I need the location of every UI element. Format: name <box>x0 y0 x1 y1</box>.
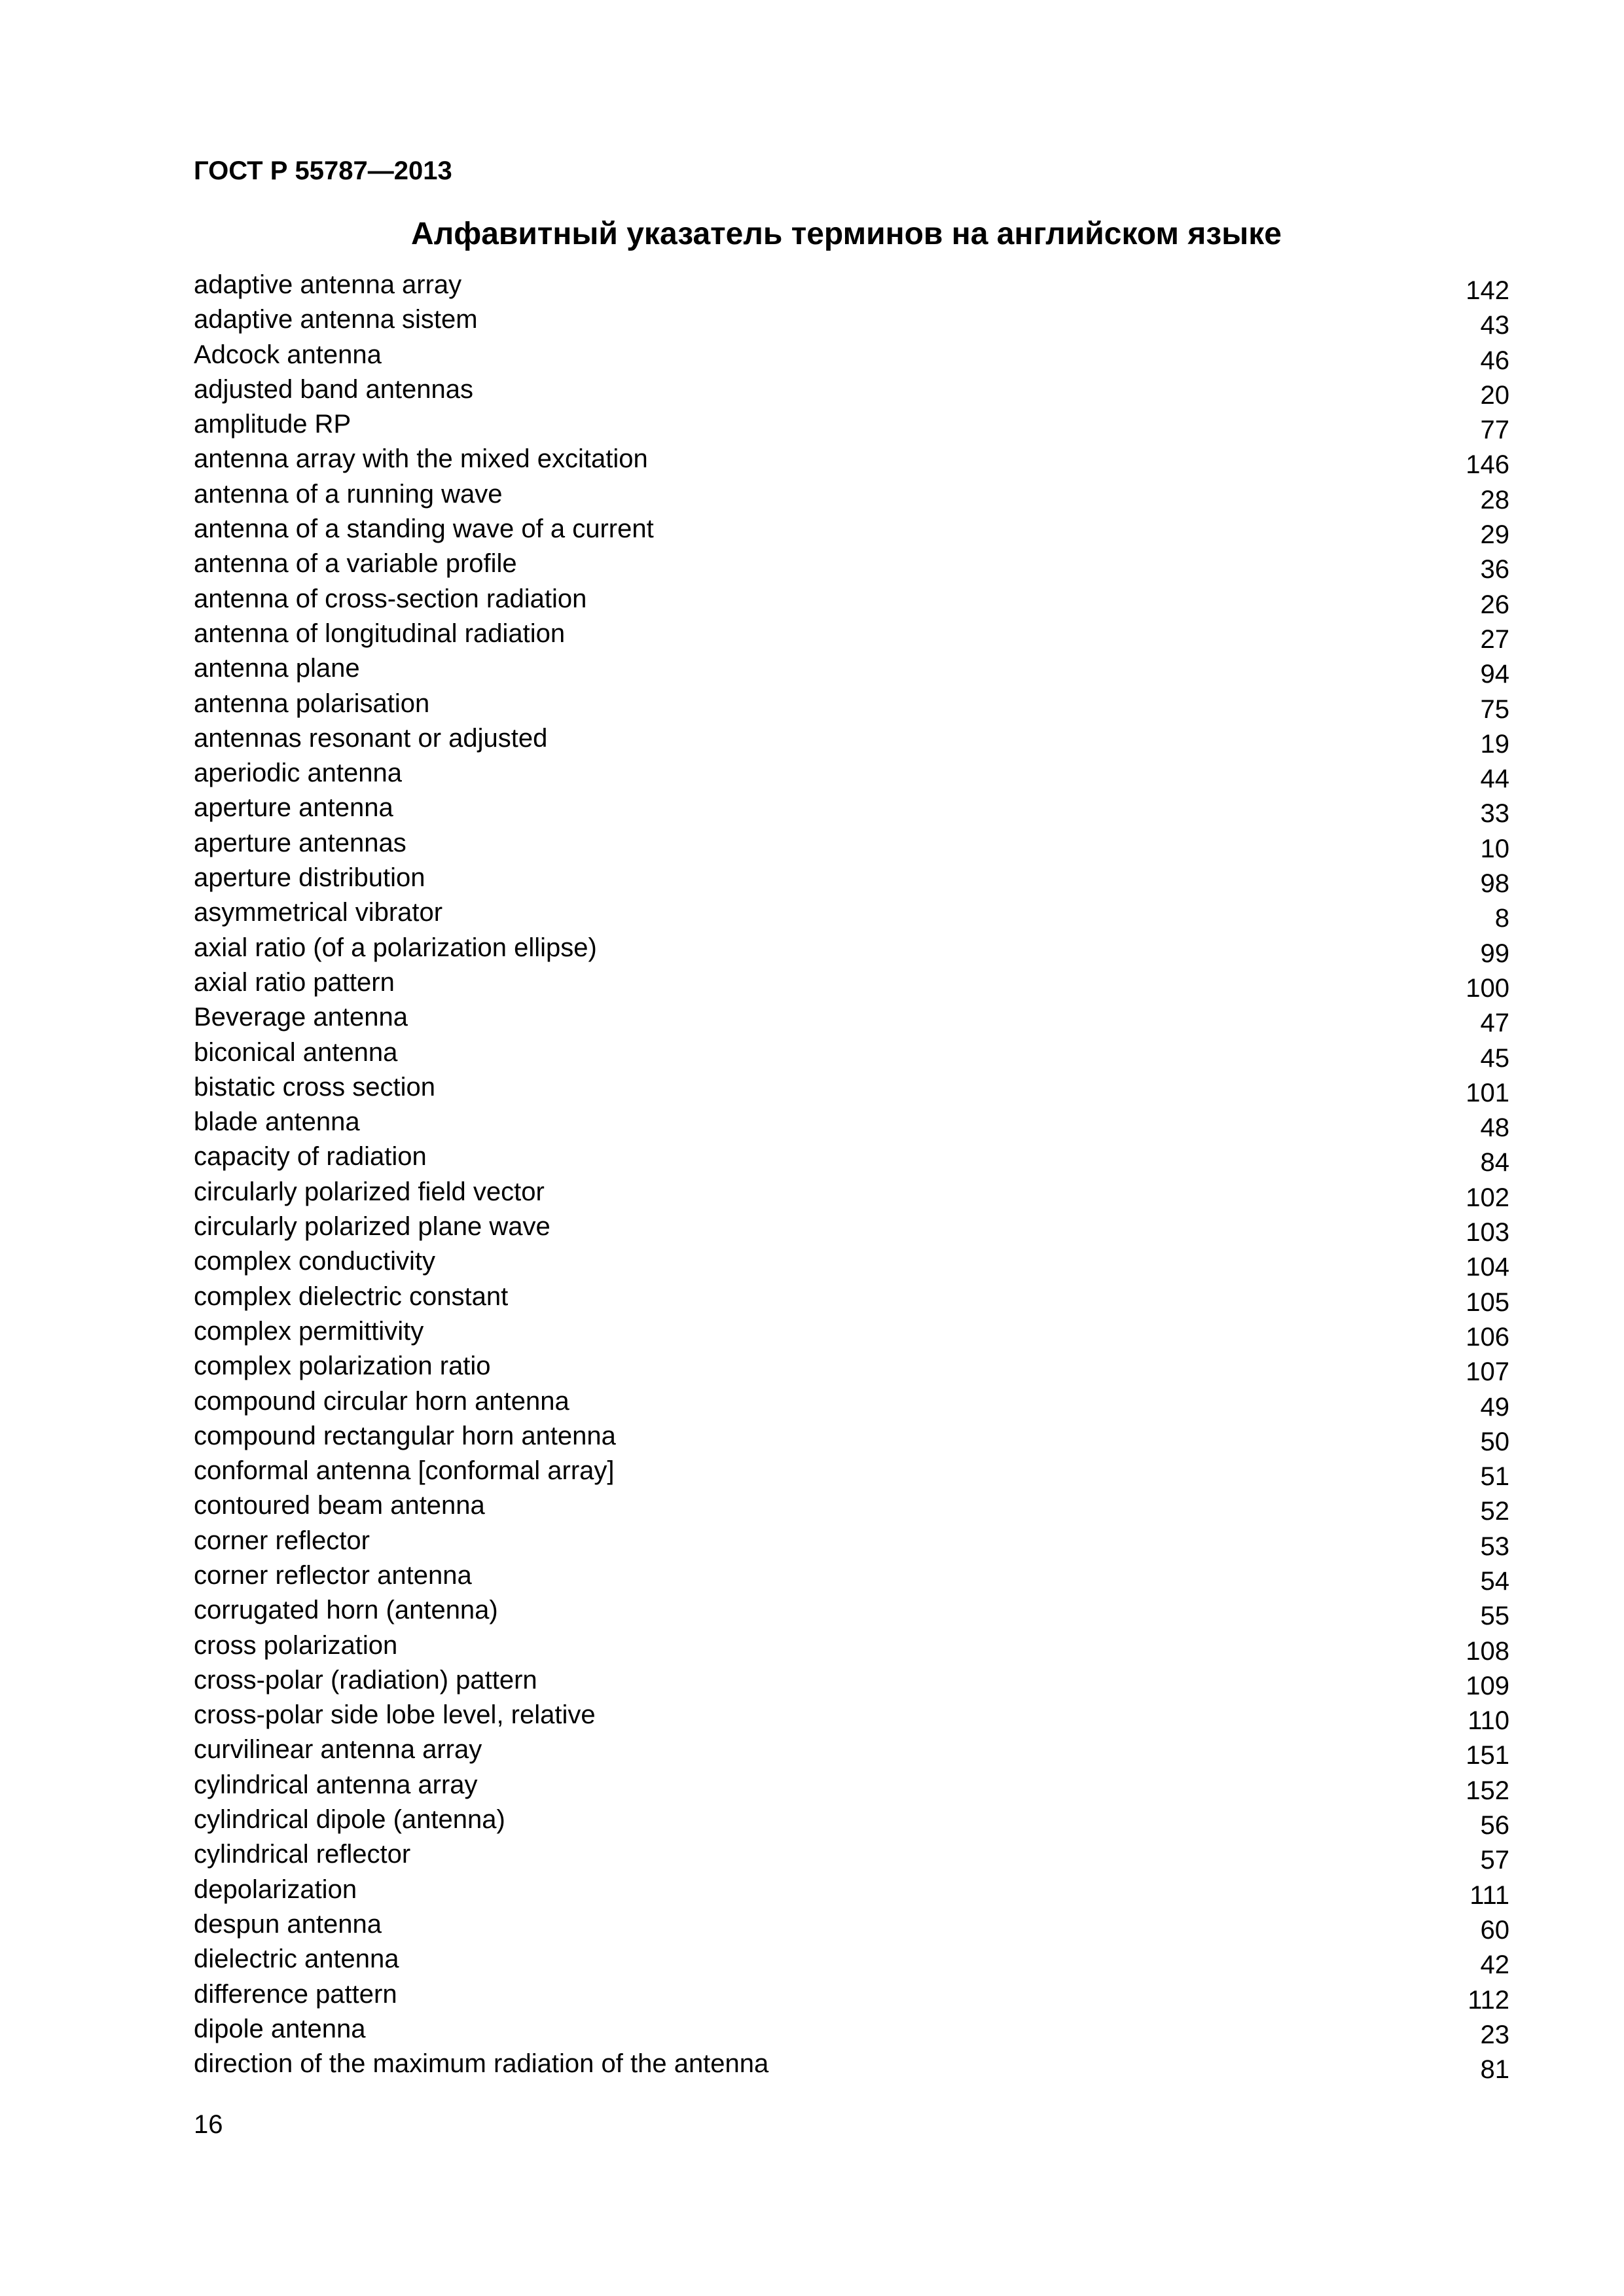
index-entry-term: circularly polarized field vector <box>194 1177 545 1206</box>
index-entry <box>194 863 1509 897</box>
index-entry-term: bistatic cross section <box>194 1072 436 1102</box>
index-entry-number: 142 <box>1466 276 1509 305</box>
index-entry <box>194 1211 1509 1246</box>
index-entry-term: direction of the maximum radiation of the antenna <box>194 2049 769 2079</box>
index-entry-term: amplitude RP <box>194 410 352 439</box>
index-entry-term: contoured beam antenna <box>194 1491 485 1520</box>
index-entry-number: 99 <box>1480 939 1509 968</box>
index-entry-term: complex dielectric constant <box>194 1282 509 1311</box>
index-entry <box>194 1072 1509 1107</box>
index-entry-term: corrugated horn (antenna) <box>194 1596 498 1625</box>
index-entry-number: 53 <box>1480 1532 1509 1561</box>
index-entry-number: 8 <box>1494 904 1509 933</box>
index-entry-term: axial ratio (of a polarization ellipse) <box>194 933 597 962</box>
index-entry <box>194 1770 1509 1804</box>
index-entry-term: antenna of longitudinal radiation <box>194 619 566 648</box>
index-entry-term: blade antenna <box>194 1107 360 1137</box>
index-entry-term: antenna plane <box>194 654 360 683</box>
index-entry-term: corner reflector <box>194 1526 370 1555</box>
index-entry-term: cylindrical reflector <box>194 1840 411 1869</box>
index-entry <box>194 1595 1509 1630</box>
index-entry-term: aperture antenna <box>194 793 393 823</box>
index-entry <box>194 479 1509 514</box>
index-entry-number: 52 <box>1480 1497 1509 1526</box>
index-entry <box>194 1456 1509 1490</box>
index-entry <box>194 1630 1509 1665</box>
index-entry-number: 26 <box>1480 590 1509 619</box>
index-entry-term: compound rectangular horn antenna <box>194 1421 616 1450</box>
index-entry <box>194 304 1509 339</box>
index-entry <box>194 1804 1509 1839</box>
index-entry <box>194 1037 1509 1072</box>
index-entry <box>194 1874 1509 1909</box>
index-entry <box>194 2014 1509 2049</box>
index-entry-term: depolarization <box>194 1874 357 1904</box>
index-entry-number: 27 <box>1480 624 1509 654</box>
index-entry-number: 104 <box>1466 1253 1509 1282</box>
index-entry-term: cylindrical antenna array <box>194 1770 478 1799</box>
index-entry <box>194 1421 1509 1456</box>
index-entry <box>194 1560 1509 1595</box>
index-entry <box>194 653 1509 688</box>
index-entry-term: antenna array with the mixed excitation <box>194 444 648 474</box>
index-entry-number: 102 <box>1466 1183 1509 1212</box>
index-entry <box>194 1177 1509 1211</box>
index-entry <box>194 1282 1509 1316</box>
index-entry-term: aperture antennas <box>194 828 406 857</box>
index-entry-number: 55 <box>1480 1602 1509 1631</box>
index-entry-number: 75 <box>1480 694 1509 724</box>
index-entry-term: circularly polarized plane wave <box>194 1212 550 1242</box>
index-entry-number: 20 <box>1480 380 1509 410</box>
index-entry <box>194 1490 1509 1525</box>
index-entry <box>194 270 1509 304</box>
index-entry-number: 152 <box>1466 1776 1509 1805</box>
index-entry-term: dipole antenna <box>194 2014 366 2043</box>
index-entry <box>194 584 1509 619</box>
index-entry <box>194 1107 1509 1141</box>
index-entry-number: 107 <box>1466 1357 1509 1387</box>
index-entry-term: Beverage antenna <box>194 1003 408 1032</box>
index-entry <box>194 374 1509 409</box>
index-entry <box>194 1944 1509 1979</box>
index-entry <box>194 340 1509 374</box>
index-entry-term: antenna of cross-section radiation <box>194 584 587 613</box>
index-entry <box>194 1839 1509 1874</box>
index-entry-term: antenna of a variable profile <box>194 549 517 579</box>
index-entry <box>194 1246 1509 1281</box>
index-entry-number: 44 <box>1480 764 1509 794</box>
index-entry <box>194 933 1509 967</box>
index-entry-term: corner reflector antenna <box>194 1560 472 1590</box>
index-entry-number: 94 <box>1480 660 1509 689</box>
index-entry-number: 23 <box>1480 2020 1509 2049</box>
index-entry-number: 43 <box>1480 311 1509 340</box>
index-entry-term: asymmetrical vibrator <box>194 898 443 927</box>
index-entry <box>194 828 1509 863</box>
index-entry-number: 10 <box>1480 834 1509 863</box>
index-entry-number: 45 <box>1480 1043 1509 1073</box>
index-entry <box>194 2049 1509 2083</box>
index-entry-term: complex polarization ratio <box>194 1352 491 1381</box>
index-entry-number: 42 <box>1480 1950 1509 1980</box>
index-entry-number: 151 <box>1466 1741 1509 1770</box>
index-entry-number: 106 <box>1466 1322 1509 1352</box>
index-entry-number: 77 <box>1480 416 1509 445</box>
index-entry-number: 33 <box>1480 799 1509 829</box>
index-entry-number: 60 <box>1480 1915 1509 1945</box>
index-entry-number: 111 <box>1470 1880 1509 1910</box>
index-entry-term: aperture distribution <box>194 863 425 893</box>
index-entry-term: Adcock antenna <box>194 340 382 369</box>
index-entry <box>194 1002 1509 1037</box>
index-entry-number: 51 <box>1480 1462 1509 1492</box>
index-entry-term: cross-polar (radiation) pattern <box>194 1665 537 1695</box>
index-entry <box>194 548 1509 583</box>
index-entry <box>194 689 1509 723</box>
index-entry-term: aperiodic antenna <box>194 759 403 788</box>
index-entry <box>194 1141 1509 1176</box>
index-entry-number: 100 <box>1466 973 1509 1003</box>
index-entry <box>194 1700 1509 1734</box>
index-entry-number: 48 <box>1480 1113 1509 1143</box>
page-number: 16 <box>194 2110 223 2139</box>
index-entry-term: dielectric antenna <box>194 1945 399 1974</box>
index-entry <box>194 1351 1509 1386</box>
index-entry-number: 103 <box>1466 1218 1509 1247</box>
index-entry-term: adaptive antenna array <box>194 270 462 299</box>
index-entry-number: 54 <box>1480 1566 1509 1596</box>
index-entry-term: antennas resonant or adjusted <box>194 723 548 753</box>
index-entry-term: conformal antenna [conformal array] <box>194 1456 615 1486</box>
index-entry-number: 98 <box>1480 869 1509 899</box>
document-code: ГОСТ Р 55787—2013 <box>194 156 452 185</box>
index-entry <box>194 758 1509 793</box>
index-title: Алфавитный указатель терминов на английском языке <box>411 217 1282 251</box>
index-entry-number: 36 <box>1480 555 1509 584</box>
index-entry <box>194 619 1509 653</box>
index-entry <box>194 967 1509 1002</box>
index-entry <box>194 1316 1509 1351</box>
index-entry-term: complex permittivity <box>194 1316 424 1346</box>
index-entry <box>194 897 1509 932</box>
index-entry-number: 57 <box>1480 1846 1509 1875</box>
index-entry-number: 81 <box>1480 2055 1509 2085</box>
index-entry-number: 47 <box>1480 1009 1509 1038</box>
index-entry-number: 108 <box>1466 1636 1509 1666</box>
index-entry-number: 19 <box>1480 729 1509 759</box>
index-entry <box>194 444 1509 478</box>
index-entry-term: capacity of radiation <box>194 1142 427 1172</box>
index-entry-number: 49 <box>1480 1392 1509 1422</box>
index-entry-term: complex conductivity <box>194 1247 436 1276</box>
index-entry-term: compound circular horn antenna <box>194 1386 569 1416</box>
index-entry-term: antenna of a running wave <box>194 479 503 509</box>
index-entry-term: axial ratio pattern <box>194 967 395 997</box>
index-entry-term: despun antenna <box>194 1909 382 1939</box>
index-entry-term: biconical antenna <box>194 1037 398 1067</box>
index-entry-term: curvilinear antenna array <box>194 1735 482 1765</box>
index-entry <box>194 1665 1509 1700</box>
index-entry <box>194 1734 1509 1769</box>
index-entry-number: 112 <box>1468 1985 1509 2015</box>
index-entry <box>194 793 1509 827</box>
index-entry-term: antenna polarisation <box>194 689 430 718</box>
index-entry-number: 84 <box>1480 1148 1509 1177</box>
index-entry-term: cylindrical dipole (antenna) <box>194 1805 505 1835</box>
index-entry-term: cross polarization <box>194 1630 398 1660</box>
index-entry-term: difference pattern <box>194 1979 397 2009</box>
index-entry <box>194 409 1509 444</box>
index-entry <box>194 1526 1509 1560</box>
index-entry <box>194 1979 1509 2014</box>
index-entry-number: 105 <box>1466 1287 1509 1317</box>
index-entry-term: adaptive antenna sistem <box>194 305 478 334</box>
index-entry-number: 109 <box>1466 1671 1509 1700</box>
index-entry-number: 50 <box>1480 1427 1509 1456</box>
index-entry-number: 110 <box>1468 1706 1509 1736</box>
index-entry-number: 101 <box>1466 1078 1509 1107</box>
index-entry-term: antenna of a standing wave of a current <box>194 514 654 544</box>
index-entry-term: adjusted band antennas <box>194 374 474 404</box>
index-entry <box>194 1386 1509 1421</box>
index-entry-number: 56 <box>1480 1811 1509 1840</box>
index-entry-number: 146 <box>1466 450 1509 480</box>
index-entry <box>194 514 1509 548</box>
term-index-list <box>194 270 1509 2083</box>
index-entry <box>194 1909 1509 1944</box>
index-entry-number: 29 <box>1480 520 1509 550</box>
index-entry-number: 46 <box>1480 346 1509 375</box>
index-entry <box>194 723 1509 758</box>
index-entry-number: 28 <box>1480 485 1509 514</box>
index-entry-term: cross-polar side lobe level, relative <box>194 1700 596 1730</box>
